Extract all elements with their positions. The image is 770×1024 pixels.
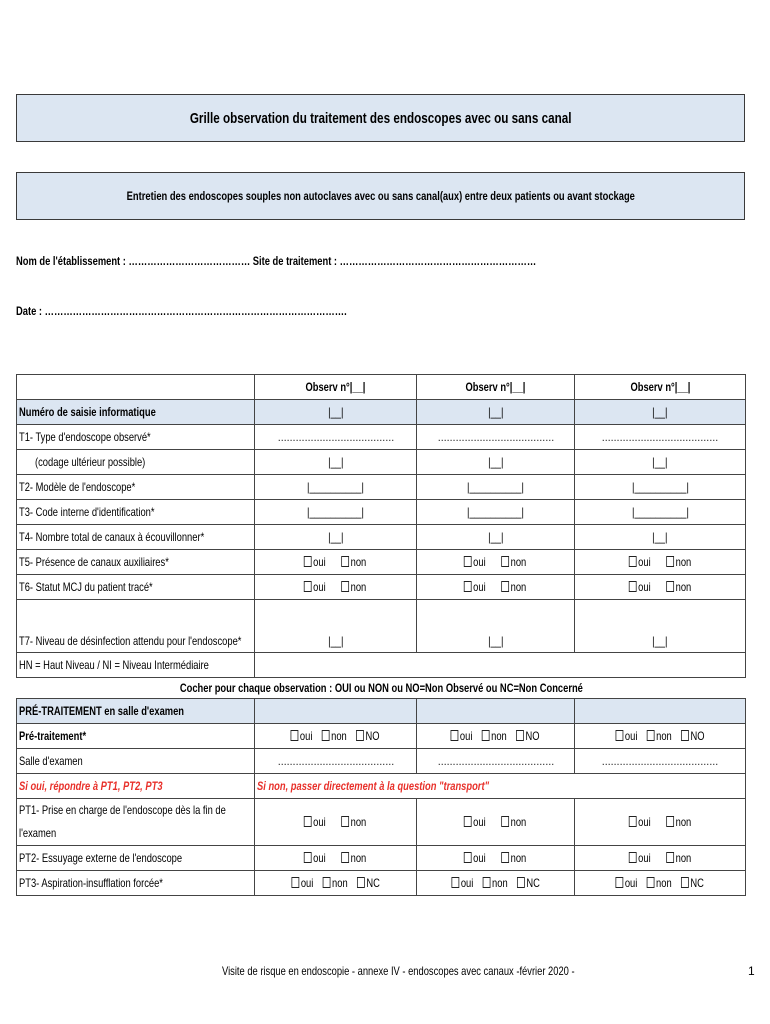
row-t1-sub: (codage ultérieur possible) |__| |__| |__| [17,450,746,475]
checkbox-non[interactable]: non [666,851,691,865]
checkbox-oui[interactable]: oui [451,729,473,743]
pt2-options-2 [417,846,575,871]
checkbox-oui[interactable]: oui [464,580,486,594]
t5-options-1 [255,550,417,575]
pt1-options-1 [255,799,417,846]
pretraitement-options-1 [255,724,417,749]
t6-options-1 [255,575,417,600]
row-t6: T6- Statut MCJ du patient tracé* oui non oui non oui non [17,575,746,600]
pt1-options-3 [575,799,746,846]
checkbox-oui[interactable]: oui [464,851,486,865]
checkbox-non[interactable]: non [322,876,347,890]
row-salle: Salle d'examen ………………………………… ………………………………… ………………………………… [17,749,746,774]
salle-input-2[interactable]: ………………………………… [417,749,575,774]
observ-header-1[interactable]: Observ n°|__| [255,375,417,400]
checkbox-non[interactable]: non [666,555,691,569]
t3-input-2[interactable]: |__________| [417,500,575,525]
date-field[interactable]: Date : ……………………………………………………………………………………. [16,304,347,318]
pt2-options-1 [255,846,417,871]
checkbox-nc[interactable]: NC [357,876,380,890]
checkbox-non[interactable]: non [342,580,367,594]
row-t7: T7- Niveau de désinfection attendu pour l'endoscope* |__| |__| |__| [17,600,746,653]
checkbox-non[interactable]: non [342,851,367,865]
t1-code-3[interactable]: |__| [575,450,746,475]
pretraitement-options-3 [575,724,746,749]
checkbox-non[interactable]: non [502,851,527,865]
t2-input-3[interactable]: |__________| [575,475,746,500]
checkbox-non[interactable]: non [647,876,672,890]
checkbox-non[interactable]: non [666,580,691,594]
t6-options-3 [575,575,746,600]
t7-input-3[interactable]: |__| [575,600,746,653]
row-pt1: PT1- Prise en charge de l'endoscope dès la fin de l'examen oui non oui non oui non [17,799,746,846]
t1-input-2[interactable]: ………………………………… [417,425,575,450]
checkbox-non[interactable]: non [666,815,691,829]
checkbox-nc[interactable]: NC [517,876,540,890]
checkbox-oui[interactable]: oui [304,851,326,865]
numero-input-2[interactable]: |__| [417,400,575,425]
salle-input-1[interactable]: ………………………………… [255,749,417,774]
checkbox-oui[interactable]: oui [629,580,651,594]
t2-input-1[interactable]: |__________| [255,475,417,500]
checkbox-non[interactable]: non [482,729,507,743]
checkbox-oui[interactable]: oui [629,555,651,569]
checkbox-non[interactable]: non [342,815,367,829]
document-title: Grille observation du traitement des endoscopes avec ou sans canal [16,94,745,142]
row-instructions: Si oui, répondre à PT1, PT2, PT3 Si non, passer directement à la question "transport" [17,774,746,799]
t6-options-2 [417,575,575,600]
table-header-row [17,375,746,400]
pt3-options-2 [417,871,575,896]
numero-input-1[interactable]: |__| [255,400,417,425]
pt3-options-1 [255,871,417,896]
t4-input-3[interactable]: |__| [575,525,746,550]
checkbox-non[interactable]: non [322,729,347,743]
observ-header-2[interactable]: Observ n°|__| [417,375,575,400]
etablissement-field[interactable]: Nom de l'établissement : ………………………………… Site de traitement : ……………………………………………………… [16,254,537,268]
checkbox-oui[interactable]: oui [291,729,313,743]
t7-input-2[interactable]: |__| [417,600,575,653]
row-cocher-instruction: Cocher pour chaque observation : OUI ou NON ou NO=Non Observé ou NC=Non Concerné [17,678,746,699]
row-t5: T5- Présence de canaux auxiliaires* oui non oui non oui non [17,550,746,575]
row-t2: T2- Modèle de l'endoscope* |__________| |__________| |__________| [17,475,746,500]
checkbox-oui[interactable]: oui [304,815,326,829]
pt2-options-3 [575,846,746,871]
t2-input-2[interactable]: |__________| [417,475,575,500]
t4-input-1[interactable]: |__| [255,525,417,550]
checkbox-non[interactable]: non [647,729,672,743]
row-pretraitement-header: PRÉ-TRAITEMENT en salle d'examen [17,699,746,724]
checkbox-non[interactable]: non [502,580,527,594]
t1-code-2[interactable]: |__| [417,450,575,475]
row-t3: T3- Code interne d'identification* |__________| |__________| |__________| [17,500,746,525]
checkbox-non[interactable]: non [502,815,527,829]
salle-input-3[interactable]: ………………………………… [575,749,746,774]
row-t1: T1- Type d'endoscope observé* ………………………………… ………………………………… ………………………………… [17,425,746,450]
checkbox-non[interactable]: non [342,555,367,569]
checkbox-oui[interactable]: oui [304,580,326,594]
t5-options-2 [417,550,575,575]
checkbox-oui[interactable]: oui [616,729,638,743]
t4-input-2[interactable]: |__| [417,525,575,550]
row-pt2: PT2- Essuyage externe de l'endoscope oui non oui non oui non [17,846,746,871]
checkbox-oui[interactable]: oui [616,876,638,890]
row-pretraitement: Pré-traitement* oui non NO oui non NO oui non NO [17,724,746,749]
observ-header-3[interactable]: Observ n°|__| [575,375,746,400]
checkbox-no[interactable]: NO [357,729,380,743]
row-pt3: PT3- Aspiration-insufflation forcée* oui non NC oui non NC oui non NC [17,871,746,896]
row-hn-legend: HN = Haut Niveau / NI = Niveau Intermédiaire [17,653,746,678]
checkbox-oui[interactable]: oui [304,555,326,569]
t7-input-1[interactable]: |__| [255,600,417,653]
document-subtitle: Entretien des endoscopes souples non autoclaves avec ou sans canal(aux) entre deux patients ou avant stockage [16,172,745,220]
checkbox-non[interactable]: non [502,555,527,569]
checkbox-oui[interactable]: oui [291,876,313,890]
pt3-options-3 [575,871,746,896]
checkbox-nc[interactable]: NC [681,876,704,890]
t1-code-1[interactable]: |__| [255,450,417,475]
numero-input-3[interactable]: |__| [575,400,746,425]
footer-text: Visite de risque en endoscopie - annexe IV - endoscopes avec canaux -février 2020 - [222,964,575,978]
observation-grid [16,374,746,896]
page-number: 1 [748,964,755,978]
checkbox-oui[interactable]: oui [464,555,486,569]
pt1-options-2 [417,799,575,846]
t1-input-1[interactable]: ………………………………… [255,425,417,450]
checkbox-non[interactable]: non [482,876,507,890]
t1-input-3[interactable]: ………………………………… [575,425,746,450]
t3-input-3[interactable]: |__________| [575,500,746,525]
checkbox-oui[interactable]: oui [629,815,651,829]
row-numero: Numéro de saisie informatique |__| |__| |__| [17,400,746,425]
row-t4: T4- Nombre total de canaux à écouvillonner* |__| |__| |__| [17,525,746,550]
checkbox-oui[interactable]: oui [629,851,651,865]
checkbox-no[interactable]: NO [681,729,704,743]
checkbox-oui[interactable]: oui [464,815,486,829]
t3-input-1[interactable]: |__________| [255,500,417,525]
checkbox-oui[interactable]: oui [451,876,473,890]
checkbox-no[interactable]: NO [517,729,540,743]
t5-options-3 [575,550,746,575]
pretraitement-options-2 [417,724,575,749]
